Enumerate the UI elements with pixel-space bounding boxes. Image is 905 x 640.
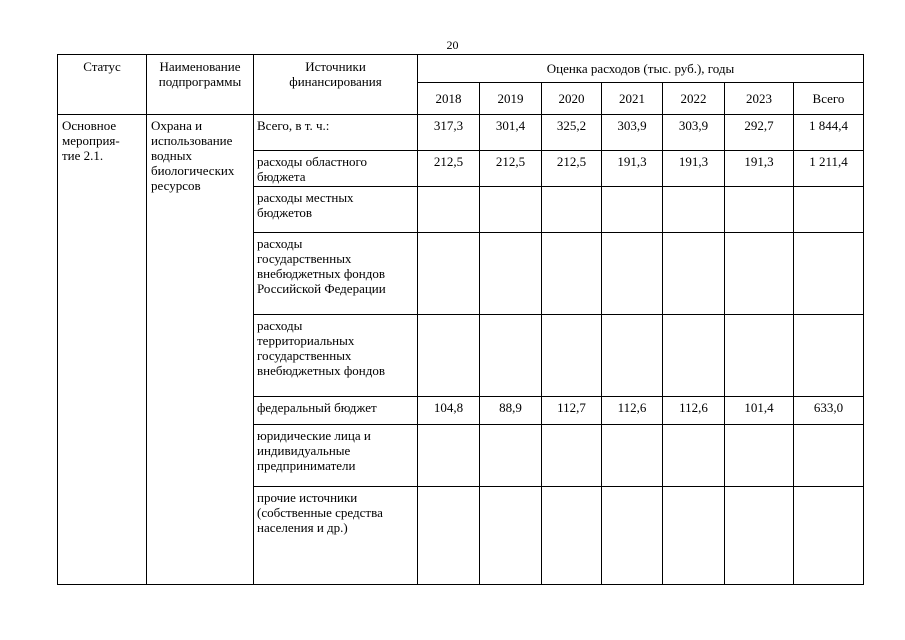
header-status: Статус bbox=[58, 55, 147, 115]
value-cell bbox=[602, 187, 663, 233]
value-cell bbox=[602, 487, 663, 585]
header-year: 2020 bbox=[542, 83, 602, 115]
value-cell bbox=[602, 315, 663, 397]
value-cell bbox=[725, 487, 794, 585]
value-cell: 301,4 bbox=[480, 115, 542, 151]
value-cell bbox=[602, 425, 663, 487]
header-year: 2018 bbox=[418, 83, 480, 115]
value-cell bbox=[542, 487, 602, 585]
value-cell: 88,9 bbox=[480, 397, 542, 425]
page-number: 20 bbox=[446, 38, 459, 52]
value-cell bbox=[542, 425, 602, 487]
value-cell: 212,5 bbox=[480, 151, 542, 187]
value-cell bbox=[725, 425, 794, 487]
subprogram-cell: Охрана и использование водных биологических ресурсов bbox=[147, 115, 254, 585]
source-cell: прочие источники (собственные средства населения и др.) bbox=[254, 487, 418, 585]
value-cell: 325,2 bbox=[542, 115, 602, 151]
value-cell bbox=[725, 187, 794, 233]
value-cell: 112,7 bbox=[542, 397, 602, 425]
header-subprogram: Наименование подпрограммы bbox=[147, 55, 254, 115]
value-cell: 633,0 bbox=[794, 397, 864, 425]
value-cell: 104,8 bbox=[418, 397, 480, 425]
value-cell bbox=[542, 233, 602, 315]
value-cell bbox=[663, 315, 725, 397]
value-cell: 191,3 bbox=[725, 151, 794, 187]
value-cell bbox=[663, 233, 725, 315]
value-cell: 112,6 bbox=[663, 397, 725, 425]
value-cell bbox=[480, 233, 542, 315]
value-cell: 1 844,4 bbox=[794, 115, 864, 151]
source-cell: федеральный бюджет bbox=[254, 397, 418, 425]
value-cell bbox=[418, 315, 480, 397]
value-cell bbox=[663, 187, 725, 233]
value-cell: 101,4 bbox=[725, 397, 794, 425]
value-cell: 317,3 bbox=[418, 115, 480, 151]
value-cell bbox=[794, 187, 864, 233]
value-cell bbox=[480, 487, 542, 585]
header-estimate: Оценка расходов (тыс. руб.), годы bbox=[418, 55, 864, 83]
source-cell: Всего, в т. ч.: bbox=[254, 115, 418, 151]
value-cell: 212,5 bbox=[542, 151, 602, 187]
value-cell: 303,9 bbox=[663, 115, 725, 151]
source-cell: расходы территориальных государственных внебюджетных фондов bbox=[254, 315, 418, 397]
value-cell bbox=[663, 487, 725, 585]
header-year: 2023 bbox=[725, 83, 794, 115]
value-cell: 191,3 bbox=[663, 151, 725, 187]
value-cell bbox=[480, 315, 542, 397]
value-cell: 112,6 bbox=[602, 397, 663, 425]
header-sources: Источники финансирования bbox=[254, 55, 418, 115]
source-cell: юридические лица и индивидуальные предприниматели bbox=[254, 425, 418, 487]
value-cell bbox=[602, 233, 663, 315]
value-cell bbox=[794, 487, 864, 585]
value-cell: 212,5 bbox=[418, 151, 480, 187]
value-cell bbox=[794, 233, 864, 315]
value-cell bbox=[480, 187, 542, 233]
value-cell bbox=[794, 425, 864, 487]
value-cell bbox=[725, 233, 794, 315]
value-cell: 1 211,4 bbox=[794, 151, 864, 187]
header-year: 2021 bbox=[602, 83, 663, 115]
value-cell bbox=[418, 425, 480, 487]
value-cell: 303,9 bbox=[602, 115, 663, 151]
value-cell bbox=[542, 187, 602, 233]
value-cell bbox=[542, 315, 602, 397]
status-cell: Основное мероприя- тие 2.1. bbox=[58, 115, 147, 585]
header-year: 2022 bbox=[663, 83, 725, 115]
source-cell: расходы государственных внебюджетных фондов Российской Федерации bbox=[254, 233, 418, 315]
table-body bbox=[58, 55, 864, 585]
value-cell bbox=[480, 425, 542, 487]
value-cell: 292,7 bbox=[725, 115, 794, 151]
value-cell bbox=[663, 425, 725, 487]
header-year: 2019 bbox=[480, 83, 542, 115]
table-row bbox=[58, 115, 864, 151]
source-cell: расходы областного бюджета bbox=[254, 151, 418, 187]
value-cell: 191,3 bbox=[602, 151, 663, 187]
value-cell bbox=[418, 487, 480, 585]
value-cell bbox=[794, 315, 864, 397]
value-cell bbox=[418, 233, 480, 315]
header-row-main bbox=[58, 55, 864, 83]
source-cell: расходы местных бюджетов bbox=[254, 187, 418, 233]
value-cell bbox=[725, 315, 794, 397]
value-cell bbox=[418, 187, 480, 233]
header-year: Всего bbox=[794, 83, 864, 115]
budget-table bbox=[57, 54, 864, 585]
